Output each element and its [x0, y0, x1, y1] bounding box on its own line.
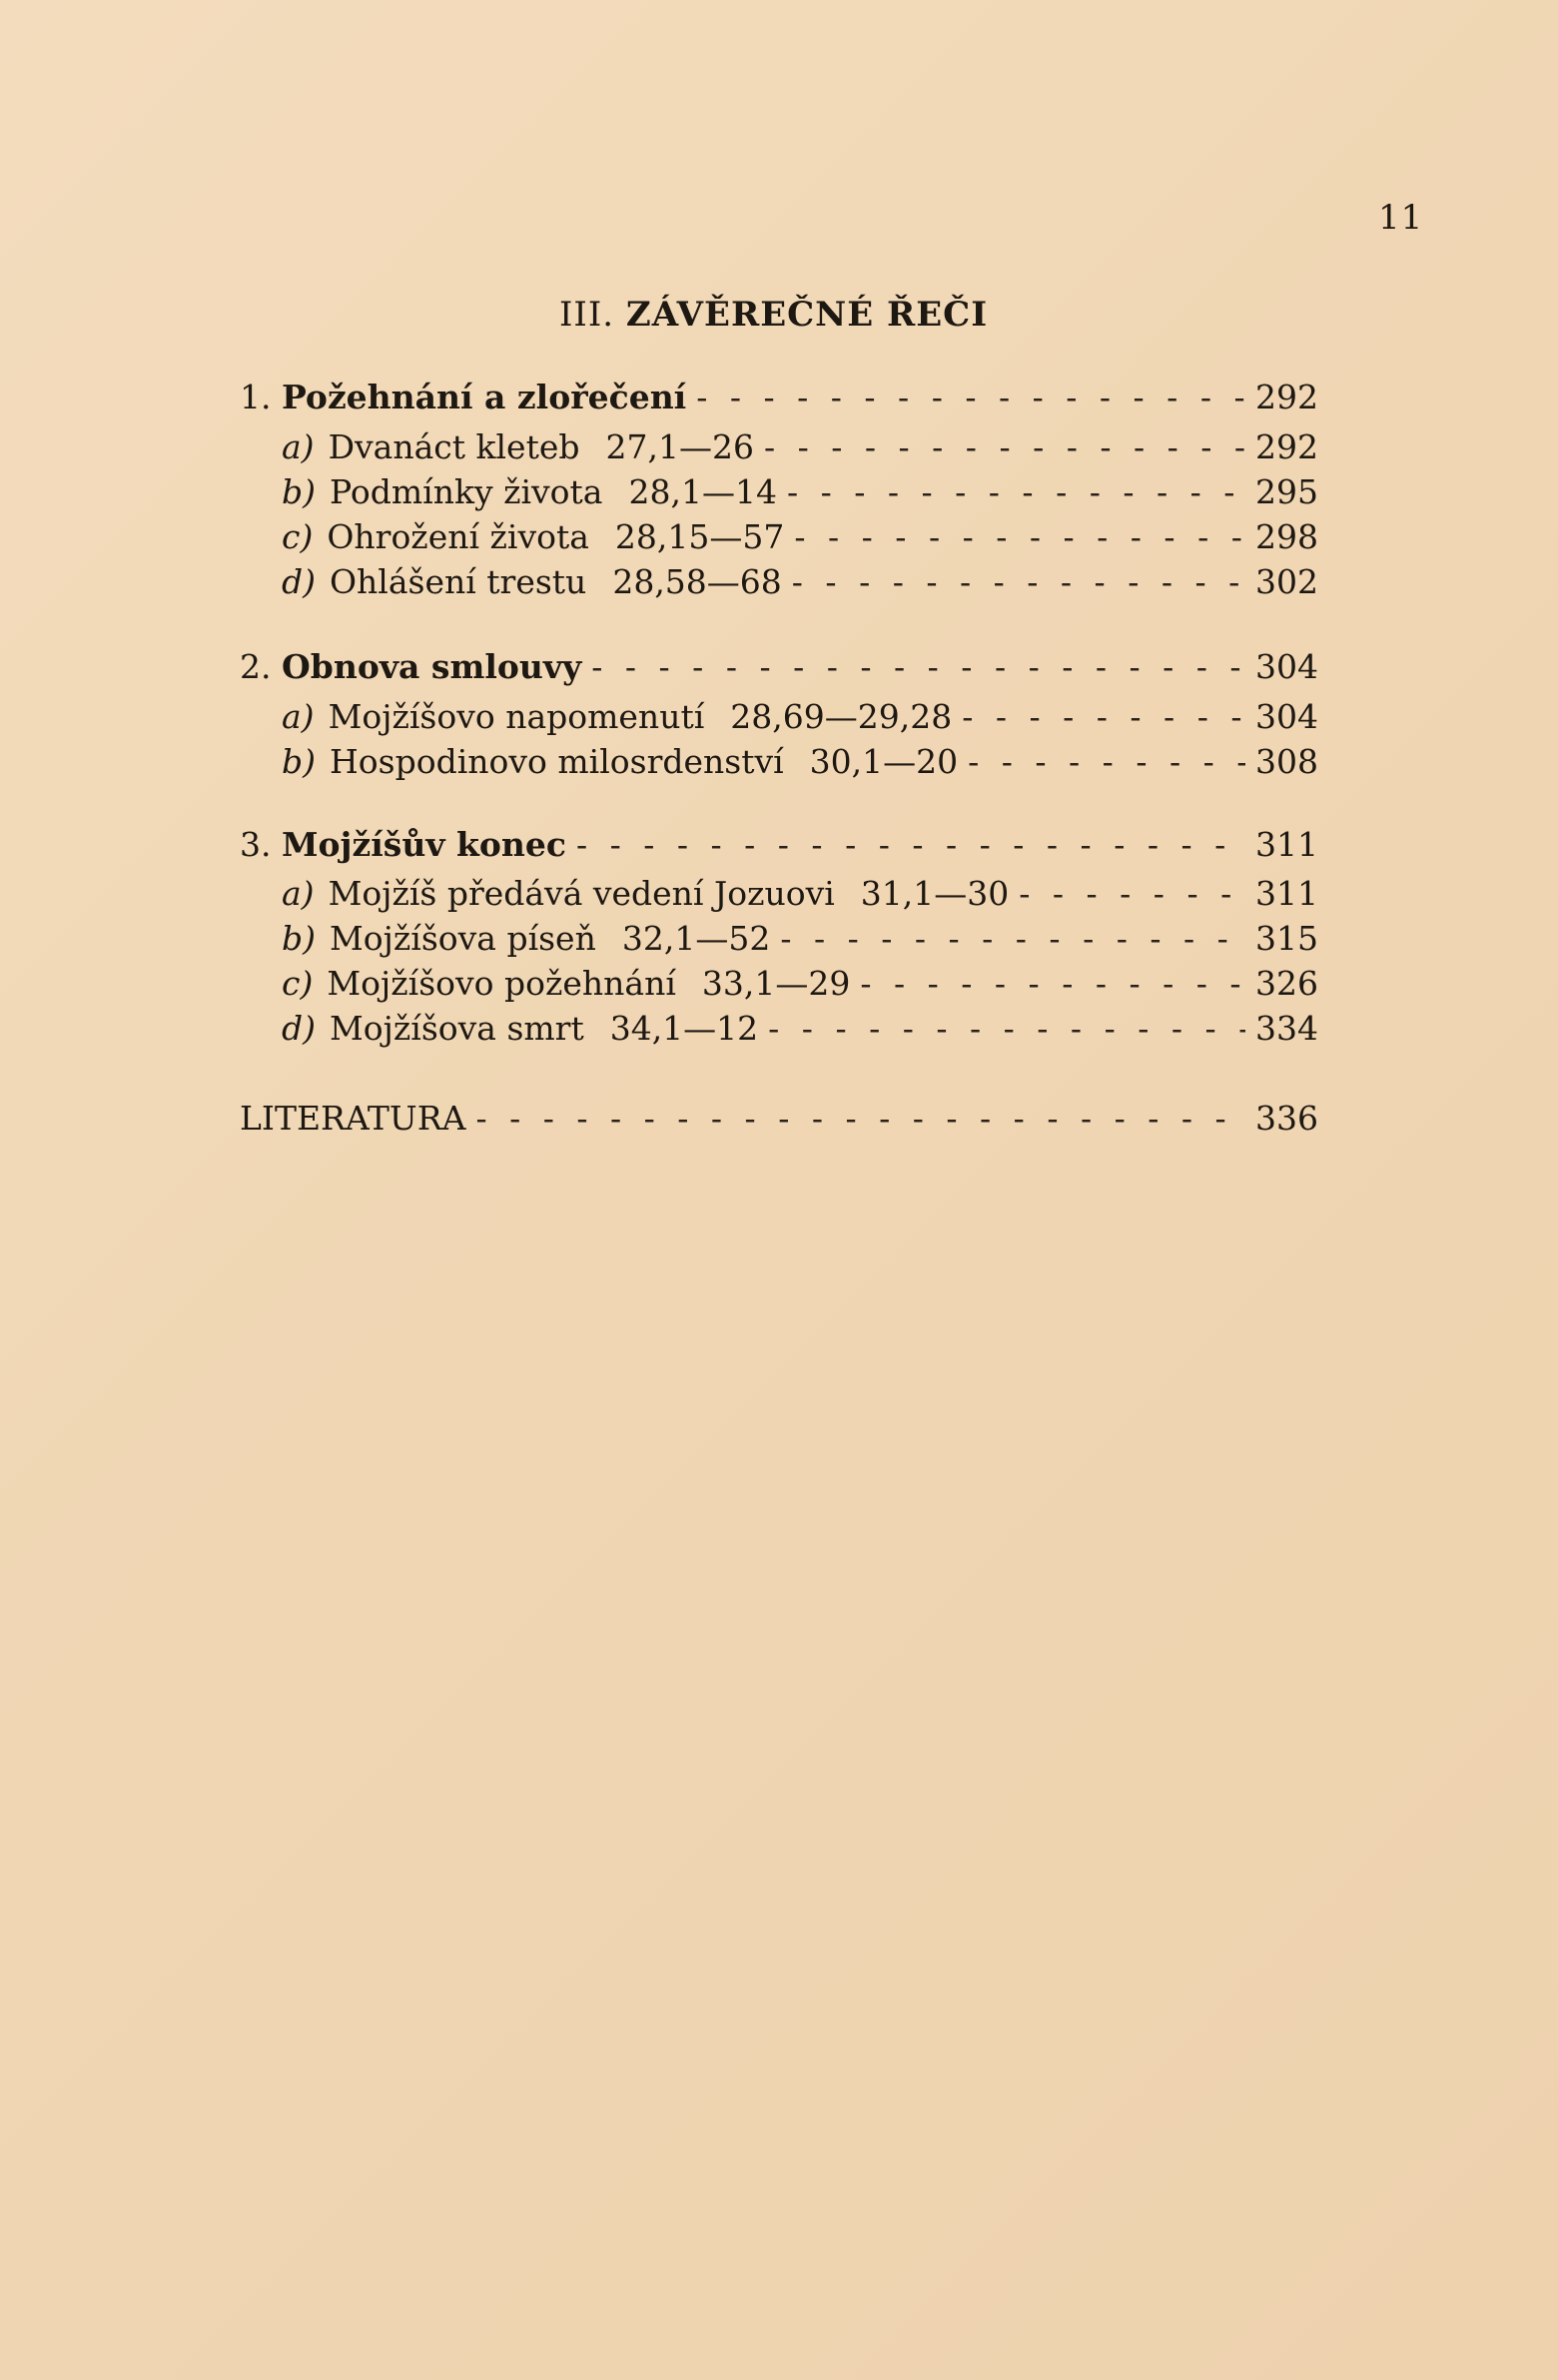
verse-ref: 28,15—57: [614, 517, 785, 556]
section-title: Obnova smlouvy: [282, 647, 582, 686]
toc-section-2: [240, 647, 1318, 691]
section-number: 2.: [240, 647, 272, 686]
toc-item: [240, 697, 1318, 741]
section-title: Požehnání a zlořečení: [282, 378, 687, 416]
toc-item: [240, 1009, 1318, 1053]
item-letter: a): [282, 697, 315, 736]
page-ref: 304: [1255, 697, 1318, 736]
item-letter: d): [282, 1009, 316, 1048]
leader-dots: [696, 378, 1245, 416]
item-title: Ohrožení života: [327, 517, 589, 556]
leader-dots: [780, 919, 1245, 958]
item-letter: b): [282, 742, 316, 781]
toc-section-3: [240, 825, 1318, 869]
page-ref: 334: [1255, 1009, 1318, 1048]
toc-item: [240, 427, 1318, 471]
toc-item: [240, 964, 1318, 1008]
toc-item: [240, 874, 1318, 918]
item-title: Mojžíš předává vedení Jozuovi: [328, 874, 835, 913]
verse-ref: 30,1—20: [809, 742, 959, 781]
toc-item: [240, 742, 1318, 786]
leader-dots: [787, 472, 1245, 511]
item-letter: d): [282, 562, 316, 601]
page-ref: 308: [1255, 742, 1318, 781]
leader-dots: [968, 742, 1245, 781]
item-title: Podmínky života: [330, 472, 603, 511]
verse-ref: 27,1—26: [605, 427, 754, 466]
page-ref: 311: [1255, 825, 1318, 864]
toc-item: [240, 562, 1318, 606]
leader-dots: [794, 517, 1245, 556]
item-title: Ohlášení trestu: [330, 562, 587, 601]
section-title: Mojžíšův konec: [282, 825, 566, 864]
item-letter: b): [282, 919, 316, 958]
page-ref: 298: [1255, 517, 1318, 556]
item-title: Mojžíšova píseň: [330, 919, 596, 958]
page-ref: 311: [1255, 874, 1318, 913]
toc-section-1: [240, 378, 1318, 421]
leader-dots: [768, 1009, 1245, 1048]
verse-ref: 32,1—52: [621, 919, 771, 958]
part-number: III.: [559, 295, 615, 335]
page-ref: 336: [1255, 1099, 1318, 1138]
page-ref: 295: [1255, 472, 1318, 511]
item-title: Mojžíšovo požehnání: [327, 964, 676, 1003]
item-letter: a): [282, 427, 315, 466]
toc-item: [240, 919, 1318, 963]
leader-dots: [860, 964, 1245, 1003]
part-title: ZÁVĚREČNÉ ŘEČI: [625, 295, 989, 335]
toc-item: [240, 517, 1318, 561]
item-title: Mojžíšova smrt: [330, 1009, 584, 1048]
part-heading: [559, 295, 988, 335]
page-ref: 292: [1255, 427, 1318, 466]
page-number: 11: [1378, 198, 1424, 238]
literature-title: LITERATURA: [240, 1099, 466, 1138]
item-title: Hospodinovo milosrdenství: [330, 742, 784, 781]
leader-dots: [962, 697, 1245, 736]
leader-dots: [576, 825, 1245, 864]
page-ref: 315: [1255, 919, 1318, 958]
item-letter: c): [282, 517, 314, 556]
item-title: Mojžíšovo napomenutí: [328, 697, 705, 736]
leader-dots: [475, 1099, 1245, 1138]
section-number: 1.: [240, 378, 272, 416]
toc-literature: [240, 1099, 1318, 1143]
section-number: 3.: [240, 825, 272, 864]
verse-ref: 28,69—29,28: [730, 697, 953, 736]
leader-dots: [591, 647, 1245, 686]
item-letter: a): [282, 874, 315, 913]
item-title: Dvanáct kleteb: [328, 427, 580, 466]
page-ref: 302: [1255, 562, 1318, 601]
leader-dots: [1019, 874, 1245, 913]
verse-ref: 34,1—12: [609, 1009, 759, 1048]
item-letter: b): [282, 472, 316, 511]
page-ref: 304: [1255, 647, 1318, 686]
toc-item: [240, 472, 1318, 516]
page-ref: 292: [1255, 378, 1318, 416]
page-ref: 326: [1255, 964, 1318, 1003]
leader-dots: [792, 562, 1245, 601]
verse-ref: 28,58—68: [612, 562, 782, 601]
verse-ref: 31,1—30: [860, 874, 1010, 913]
verse-ref: 33,1—29: [701, 964, 851, 1003]
leader-dots: [764, 427, 1245, 466]
item-letter: c): [282, 964, 314, 1003]
verse-ref: 28,1—14: [628, 472, 777, 511]
